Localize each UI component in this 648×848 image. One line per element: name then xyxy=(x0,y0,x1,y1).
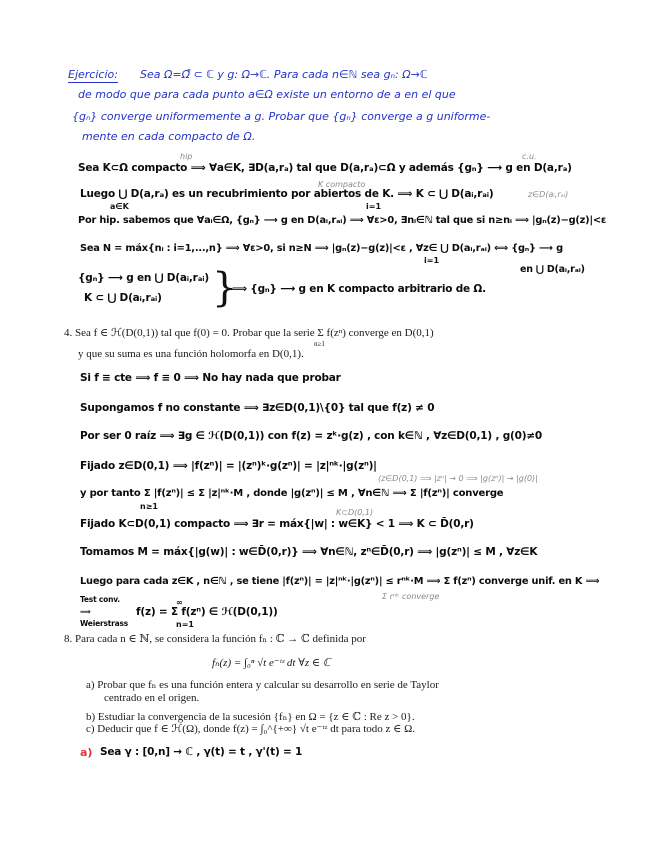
solution-4-line-3: Por ser 0 raíz ⟹ ∃g ∈ ℋ(D(0,1)) con f(z) = zᵏ·g(z) , con k∈ℕ , ∀z∈D(0,1) , g(0)≠0 xyxy=(80,430,543,442)
solution-4-line-9-subscript: n=1 xyxy=(176,620,194,629)
proof-line-5b: K ⊂ ⋃ D(aᵢ,rₐᵢ) xyxy=(84,292,162,304)
solution-4-test-label: Test conv. ⟹ Weierstrass xyxy=(80,595,128,628)
proof-line-2-subscript: a∈K xyxy=(110,202,129,211)
proof-line-4-subscript: i=1 xyxy=(424,256,440,265)
proof-line-3: Por hip. sabemos que ∀aᵢ∈Ω, {gₙ} ⟶ g en D(aᵢ,rₐᵢ) ⟹ ∀ε>0, ∃nᵢ∈ℕ tal que si n≥nᵢ ⟹ |gₙ(z)−g(z)|<ε xyxy=(78,215,607,226)
proof-line-2-union-index: i=1 xyxy=(366,202,382,211)
problem-8-formula: fₙ(z) = ∫₀ⁿ √t e⁻ᵗᶻ dt ∀z ∈ ℂ xyxy=(212,657,331,669)
solution-4-line-9: f(z) = Σ f(zⁿ) ∈ ℋ(D(0,1)) xyxy=(136,606,278,618)
solution-4-line-1: Si f ≡ cte ⟹ f ≡ 0 ⟹ No hay nada que probar xyxy=(80,372,341,384)
exercise-statement-line-1: Sea Ω=Ω̊ ⊂ ℂ y g: Ω→ℂ. Para cada n∈ℕ sea gₙ: Ω→ℂ xyxy=(140,68,428,81)
problem-4-text-2: y que su suma es una función holomorfa en D(0,1). xyxy=(78,348,304,360)
problem-4-sum-index: n≥1 xyxy=(314,340,325,348)
proof-brace: } xyxy=(212,265,238,311)
solution-4-line-7: Tomamos M = máx{|g(w)| : w∈D̄(0,r)} ⟹ ∀n∈ℕ, zⁿ∈D̄(0,r) ⟹ |g(zⁿ)| ≤ M , ∀z∈K xyxy=(80,546,538,558)
solution-4-line-5-subscript: n≥1 xyxy=(140,502,158,511)
exercise-statement-line-4: mente en cada compacto de Ω. xyxy=(82,130,256,143)
problem-8-part-c: c) Deducir que f ∈ ℋ(Ω), donde f(z) = ∫₀^{+∞} √t e⁻ᵗᶻ dt para todo z ∈ Ω. xyxy=(86,723,415,735)
problem-4-text-1: 4. Sea f ∈ ℋ(D(0,1)) tal que f(0) = 0. Probar que la serie Σ f(zⁿ) converge en D(0,1) xyxy=(64,327,434,339)
proof-line-5-conclusion: ⟹ {gₙ} ⟶ g en K compacto arbitrario de Ω. xyxy=(232,283,486,295)
solution-4-line-2: Supongamos f no constante ⟹ ∃z∈D(0,1)\{0} tal que f(z) ≠ 0 xyxy=(80,402,435,414)
answer-part-a-line: Sea γ : [0,n] → ℂ , γ(t) = t , γ'(t) = 1 xyxy=(100,746,303,758)
proof-line-1: Sea K⊂Ω compacto ⟹ ∀a∈K, ∃D(a,rₐ) tal que D(a,rₐ)⊂Ω y además {gₙ} ⟶ g en D(a,rₐ) xyxy=(78,162,572,174)
problem-8-part-a-line-2: centrado en el origen. xyxy=(104,692,200,704)
solution-4-line-6: Fijado K⊂D(0,1) compacto ⟹ ∃r = máx{|w| : w∈K} < 1 ⟹ K ⊂ D̄(0,r) xyxy=(80,518,474,530)
proof-line-2: Luego ⋃ D(a,rₐ) es un recubrimiento por abiertos de K. ⟹ K ⊂ ⋃ D(aᵢ,rₐᵢ) xyxy=(80,188,494,200)
solution-4-line-5: y por tanto Σ |f(zⁿ)| ≤ Σ |z|ⁿᵏ·M , donde |g(zⁿ)| ≤ M , ∀n∈ℕ ⟹ Σ |f(zⁿ)| converge xyxy=(80,488,504,499)
proof-compact-annotation: K compacto xyxy=(318,180,366,189)
problem-8-intro: 8. Para cada n ∈ ℕ, se considera la función fₙ : ℂ → ℂ definida por xyxy=(64,633,366,645)
proof-line-4-right: en ⋃ D(aᵢ,rₐᵢ) xyxy=(520,264,585,275)
problem-8-part-a-line-1: a) Probar que fₙ es una función entera y calcular su desarrollo en serie de Taylor xyxy=(86,679,439,691)
exercise-heading: Ejercicio: xyxy=(68,68,118,81)
proof-cu-annotation: c.u. xyxy=(522,152,537,161)
solution-4-line-8-note: Σ rⁿᵏ converge xyxy=(382,592,440,601)
exercise-statement-line-3: {gₙ} converge uniformemente a g. Probar que {gₙ} converge a g uniforme- xyxy=(72,110,491,123)
proof-hip-annotation: hip xyxy=(180,152,193,161)
problem-8-part-b: b) Estudiar la convergencia de la sucesión {fₙ} en Ω = {z ∈ ℂ : Re z > 0}. xyxy=(86,711,415,723)
solution-4-line-4-note: (z∈D(0,1) ⟹ |zⁿ| → 0 ⟹ |g(zⁿ)| → |g(0)| xyxy=(378,474,538,483)
solution-4-line-9-superscript: ∞ xyxy=(176,598,183,607)
answer-part-a-label: a) xyxy=(80,746,93,759)
proof-line-4: Sea N = máx{nᵢ : i=1,...,n} ⟹ ∀ε>0, si n≥N ⟹ |gₙ(z)−g(z)|<ε , ∀z∈ ⋃ D(aᵢ,rₐᵢ) ⟺ {gₙ} ⟶ g xyxy=(80,243,563,254)
proof-line-5a: {gₙ} ⟶ g en ⋃ D(aᵢ,rₐᵢ) xyxy=(78,272,209,284)
proof-right-note: z∈D(aᵢ,rₐᵢ) xyxy=(528,190,569,199)
solution-4-line-8: Luego para cada z∈K , n∈ℕ , se tiene |f(zⁿ)| = |z|ⁿᵏ·|g(zⁿ)| ≤ rⁿᵏ·M ⟹ Σ f(zⁿ) converge unif. en K ⟹ xyxy=(80,576,600,587)
solution-4-line-6-note: K⊂D(0,1) xyxy=(336,508,374,517)
solution-4-line-4: Fijado z∈D(0,1) ⟹ |f(zⁿ)| = |(zⁿ)ᵏ·g(zⁿ)| = |z|ⁿᵏ·|g(zⁿ)| xyxy=(80,460,377,472)
exercise-statement-line-2: de modo que para cada punto a∈Ω existe un entorno de a en el que xyxy=(78,88,456,101)
